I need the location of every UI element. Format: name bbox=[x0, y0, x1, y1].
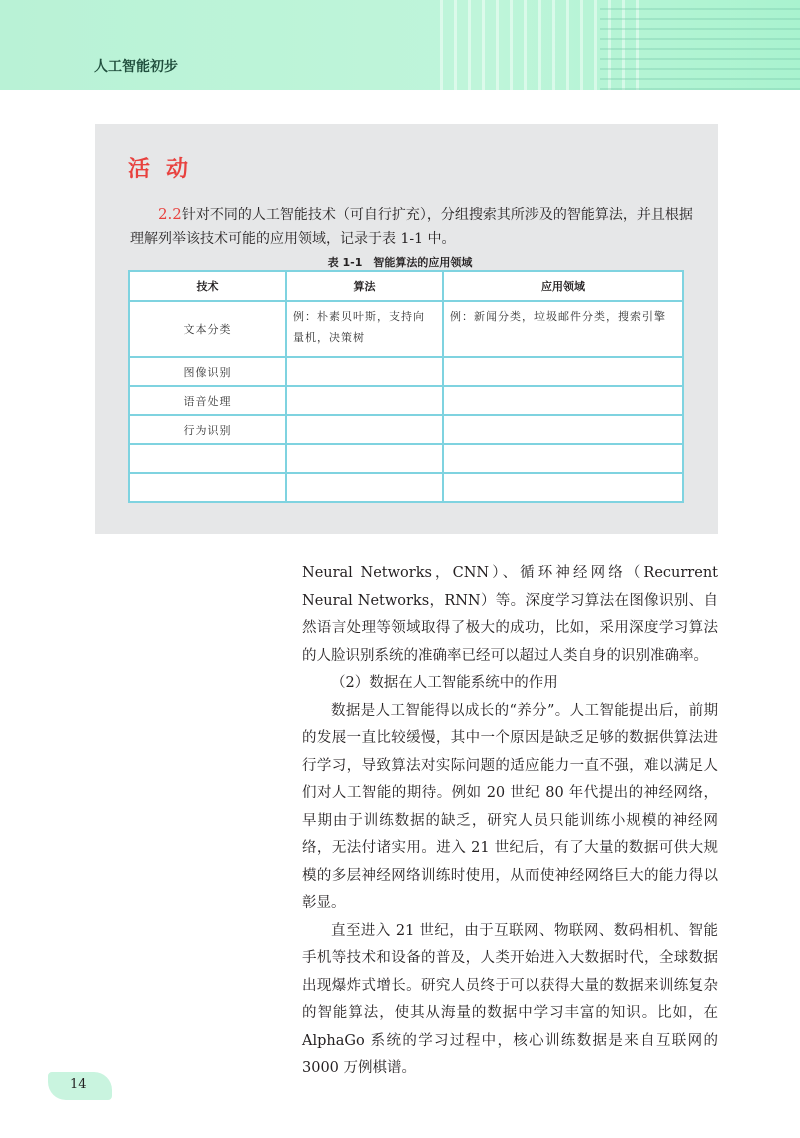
body-paragraph: 数据是人工智能得以成长的“养分”。人工智能提出后，前期的发展一直比较缓慢，其中一个原因是缺乏足够的数据供算法进行学习，导致算法对实际问题的适应能力一直不强，难以满足人们对人工智能的期待。例如 20 世纪 80 年代提出的神经网络，早期由于训练数据的缺乏，研究人员只能训练小规模的神经网络，无法付诸实用。进入 21 世纪后，有了大量的数据可供大规模的多层神经网络训练时使用，从而使神经网络巨大的能力得以彰显。 bbox=[302, 702, 718, 911]
table-cell[interactable] bbox=[286, 386, 443, 415]
table-cell: 图像识别 bbox=[129, 357, 286, 386]
body-text bbox=[302, 560, 718, 1083]
activity-title: 活动 bbox=[128, 157, 205, 182]
page-number: 14 bbox=[70, 1077, 87, 1092]
header-code-pattern bbox=[600, 0, 800, 90]
table-row bbox=[129, 301, 683, 357]
table-cell[interactable] bbox=[286, 444, 443, 473]
table-cell[interactable] bbox=[443, 415, 683, 444]
table-cell[interactable] bbox=[286, 357, 443, 386]
task-number: 2.2 bbox=[158, 205, 182, 223]
activity-task bbox=[130, 202, 700, 251]
table-cell[interactable] bbox=[286, 473, 443, 502]
table-cell: 文本分类 bbox=[129, 301, 286, 357]
table-row bbox=[129, 415, 683, 444]
page-header bbox=[0, 0, 800, 90]
body-paragraph: Neural Networks，CNN）、循环神经网络（Recurrent Neural Networks，RNN）等。深度学习算法在图像识别、自然语言处理等领域取得了极大的成功，比如，采用深度学习算法的人脸识别系统的准确率已经可以超过人类自身的识别准确率。 bbox=[302, 565, 718, 664]
page-number-tab bbox=[48, 1072, 112, 1100]
table-cell[interactable] bbox=[443, 473, 683, 502]
table-row bbox=[129, 357, 683, 386]
body-paragraph: 直至进入 21 世纪，由于互联网、物联网、数码相机、智能手机等技术和设备的普及，人类开始进入大数据时代，全球数据出现爆炸式增长。研究人员终于可以获得大量的数据来训练复杂的智能算法，使其从海量的数据中学习丰富的知识。比如，在 AlphaGo 系统的学习过程中，核心训练数据是来自互联网的 3000 万例棋谱。 bbox=[302, 922, 718, 1076]
header-algorithm: 算法 bbox=[286, 271, 443, 301]
table-header-row bbox=[129, 271, 683, 301]
table-cell[interactable] bbox=[443, 386, 683, 415]
chapter-title: 人工智能初步 bbox=[94, 59, 178, 75]
table-row bbox=[129, 473, 683, 502]
table-cell[interactable] bbox=[443, 444, 683, 473]
header-application: 应用领域 bbox=[443, 271, 683, 301]
section-heading: （2）数据在人工智能系统中的作用 bbox=[331, 675, 558, 691]
table-row bbox=[129, 444, 683, 473]
table-cell[interactable] bbox=[129, 473, 286, 502]
table-cell[interactable] bbox=[129, 444, 286, 473]
table-cell: 例：新闻分类，垃圾邮件分类，搜索引擎 bbox=[443, 301, 683, 357]
task-text: 针对不同的人工智能技术（可自行扩充），分组搜索其所涉及的智能算法，并且根据理解列举该技术可能的应用领域，记录于表 1-1 中。 bbox=[130, 207, 693, 247]
table-caption: 表 1-1 智能算法的应用领域 bbox=[327, 256, 473, 269]
algorithm-table bbox=[128, 270, 684, 503]
table-cell[interactable] bbox=[443, 357, 683, 386]
table-cell[interactable] bbox=[286, 415, 443, 444]
table-cell: 行为识别 bbox=[129, 415, 286, 444]
header-technology: 技术 bbox=[129, 271, 286, 301]
table-cell: 语音处理 bbox=[129, 386, 286, 415]
table-row bbox=[129, 386, 683, 415]
table-cell: 例：朴素贝叶斯，支持向量机，决策树 bbox=[286, 301, 443, 357]
algorithm-table-wrap bbox=[128, 270, 684, 503]
